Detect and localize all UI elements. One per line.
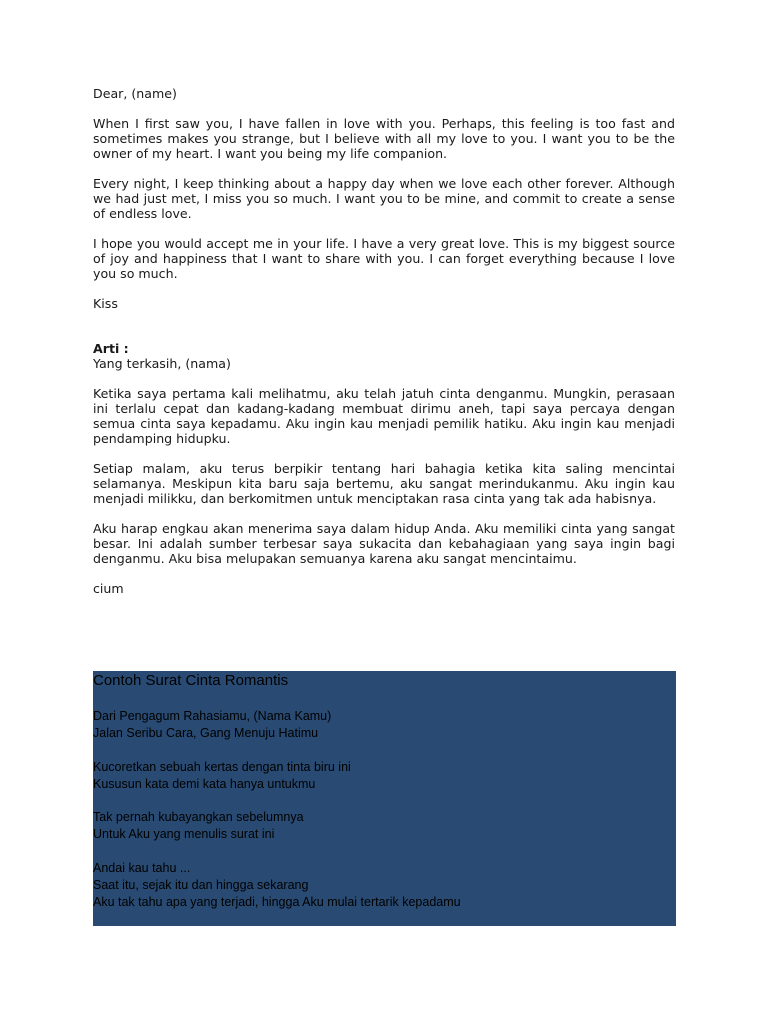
banner-line: Untuk Aku yang menulis surat ini — [93, 827, 275, 841]
letter-paragraph: I hope you would accept me in your life. I have a very great love. This is my biggest source of joy and happiness that I want to share with you. I can forget everything because I love you so much. — [93, 236, 675, 281]
letter-paragraph: When I first saw you, I have fallen in love with you. Perhaps, this feeling is too fast and sometimes makes you strange, but I believe with all my love to you. I want you to be the owner of my heart. I want you being my life companion. — [93, 116, 675, 161]
banner-line: Jalan Seribu Cara, Gang Menuju Hatimu — [93, 726, 319, 740]
letter-closing: Kiss — [93, 296, 118, 311]
translation-closing: cium — [93, 581, 124, 596]
banner-line: Saat itu, sejak itu dan hingga sekarang — [93, 878, 309, 892]
letter-paragraph: Every night, I keep thinking about a happy day when we love each other forever. Although we had just met, I miss you so much. I want you to be mine, and commit to create a sense of endless love. — [93, 176, 675, 221]
translation-paragraph: Setiap malam, aku terus berpikir tentang hari bahagia ketika kita saling mencintai selamanya. Meskipun kita baru saja bertemu, aku sangat merindukanmu. Aku ingin kau menjadi milikku, dan berkomitmen untuk menciptakan rasa cinta yang tak ada habisnya. — [93, 461, 675, 506]
banner-line: Kucoretkan sebuah kertas dengan tinta biru ini — [93, 760, 351, 774]
banner-stanza — [93, 860, 461, 911]
romantic-letter-banner — [93, 671, 676, 926]
letter-greeting: Dear, (name) — [93, 86, 177, 101]
banner-line: Dari Pengagum Rahasiamu, (Nama Kamu) — [93, 709, 332, 723]
banner-stanza — [93, 809, 304, 843]
translation-heading: Arti : — [93, 341, 129, 356]
translation-greeting: Yang terkasih, (nama) — [93, 356, 231, 371]
translation-paragraph: Aku harap engkau akan menerima saya dalam hidup Anda. Aku memiliki cinta yang sangat besar. Ini adalah sumber terbesar saya sukacita dan kebahagiaan yang saya ingin bagi denganmu. Aku bisa melupakan semuanya karena aku sangat mencintaimu. — [93, 521, 675, 566]
banner-title: Contoh Surat Cinta Romantis — [93, 672, 289, 689]
spacer — [93, 326, 675, 341]
banner-stanza — [93, 708, 331, 742]
document-body — [93, 86, 675, 611]
banner-line: Aku tak tahu apa yang terjadi, hingga Aku mulai tertarik kepadamu — [93, 895, 461, 909]
translation-paragraph: Ketika saya pertama kali melihatmu, aku telah jatuh cinta denganmu. Mungkin, perasaan ini terlalu cepat dan kadang-kadang membuat dirimu aneh, tapi saya percaya dengan semua cinta saya kepadamu. Aku ingin kau menjadi pemilik hatiku. Aku ingin kau menjadi pendamping hidupku. — [93, 386, 675, 446]
banner-stanza — [93, 759, 351, 793]
banner-line: Andai kau tahu ... — [93, 861, 191, 875]
banner-line: Kususun kata demi kata hanya untukmu — [93, 777, 316, 791]
banner-line: Tak pernah kubayangkan sebelumnya — [93, 810, 304, 824]
